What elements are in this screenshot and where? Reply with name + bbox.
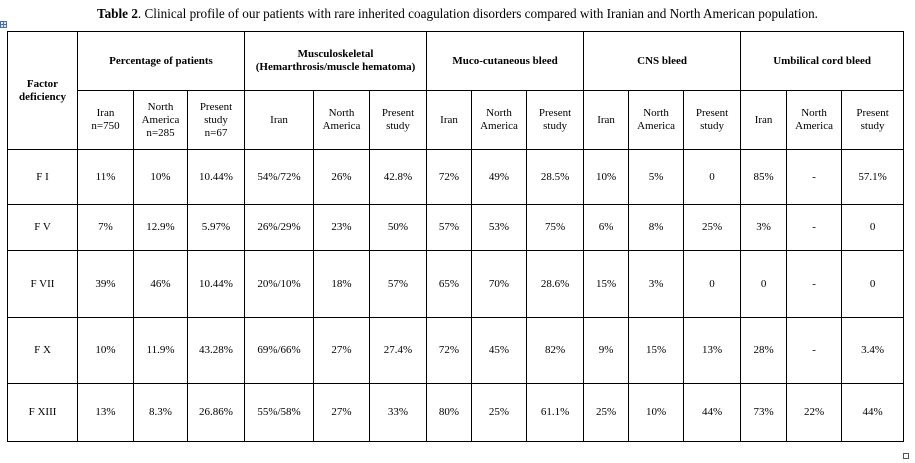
header-line: America: [141, 113, 180, 126]
header-line: Musculoskeletal: [297, 48, 374, 60]
table-cell: 23%: [314, 205, 370, 251]
table-cell: 55%/58%: [245, 384, 314, 442]
table-cell: 25%: [472, 384, 527, 442]
table-cell: 75%: [527, 205, 584, 251]
table-cell: 5%: [629, 150, 684, 205]
table-cell: 70%: [472, 251, 527, 318]
factor-cell: F VII: [8, 251, 78, 318]
table-cell: 3%: [629, 251, 684, 318]
table-cell: 69%/66%: [245, 318, 314, 384]
table-cell: 28%: [741, 318, 787, 384]
umbilical-header: Umbilical cord bleed: [741, 32, 904, 91]
factor-cell: F I: [8, 150, 78, 205]
table-cell: 7%: [78, 205, 134, 251]
table-cell: 8%: [629, 205, 684, 251]
header-line: America: [480, 120, 518, 132]
table-cell: 28.6%: [527, 251, 584, 318]
sub-header-cell: [188, 91, 245, 150]
sub-header-cell: [629, 91, 684, 150]
table-cell: 8.3%: [134, 384, 188, 442]
table-cell: 9%: [584, 318, 629, 384]
table-cell: 53%: [472, 205, 527, 251]
table-cell: 44%: [684, 384, 741, 442]
sub-header-cell: [741, 91, 787, 150]
table-cell: 10.44%: [188, 251, 245, 318]
table-row: [8, 318, 904, 384]
header-line: America: [322, 120, 361, 132]
header-line: North: [801, 107, 827, 119]
table-cell: 27%: [314, 318, 370, 384]
caption-label: Table 2: [97, 6, 138, 21]
table-cell: 57.1%: [842, 150, 904, 205]
table-cell: -: [787, 251, 842, 318]
header-line: Present: [695, 107, 729, 119]
header-line: Present: [381, 107, 415, 119]
header-line: n=750: [91, 120, 120, 132]
header-line: study: [386, 120, 410, 132]
header-line: Present: [199, 100, 233, 113]
header-line: study: [543, 120, 567, 132]
table-cell: 42.8%: [370, 150, 427, 205]
header-line: Iran: [96, 107, 115, 119]
table-cell: 57%: [370, 251, 427, 318]
table-cell: 82%: [527, 318, 584, 384]
factor-header: [8, 32, 78, 150]
sub-header-cell: [134, 91, 188, 150]
factor-cell: F X: [8, 318, 78, 384]
table-cell: 26%: [314, 150, 370, 205]
table-row: [8, 251, 904, 318]
table-cell: 10%: [629, 384, 684, 442]
caption-text: . Clinical profile of our patients with rare inherited coagulation disorders compared with Iranian and North American population.: [137, 6, 818, 21]
header-line: America: [637, 120, 675, 132]
table-cell: 13%: [684, 318, 741, 384]
table-cell: -: [787, 318, 842, 384]
table-cell: 0: [842, 251, 904, 318]
table-cell: 11%: [78, 150, 134, 205]
table-cell: 12.9%: [134, 205, 188, 251]
table-cell: 85%: [741, 150, 787, 205]
table-cell: 15%: [629, 318, 684, 384]
sub-header-cell: [370, 91, 427, 150]
table-cell: 13%: [78, 384, 134, 442]
sub-header-cell: [527, 91, 584, 150]
table-cell: 20%/10%: [245, 251, 314, 318]
sub-header-cell: [584, 91, 629, 150]
table-caption: [0, 6, 915, 22]
sub-header-cell: [78, 91, 134, 150]
header-line: Iran: [754, 113, 773, 126]
muco-cutaneous-header: Muco-cutaneous bleed: [427, 32, 584, 91]
sub-header-cell: [787, 91, 842, 150]
header-line: Factor: [26, 77, 59, 90]
sub-header-row: [8, 91, 904, 150]
table-cell: 39%: [78, 251, 134, 318]
table-cell: 50%: [370, 205, 427, 251]
table-cell: 80%: [427, 384, 472, 442]
table-cell: 10.44%: [188, 150, 245, 205]
table-cell: 28.5%: [527, 150, 584, 205]
table-row: [8, 384, 904, 442]
musculoskeletal-header: [245, 32, 427, 91]
table-cell: 18%: [314, 251, 370, 318]
header-line: North: [643, 107, 669, 119]
table-row: [8, 205, 904, 251]
header-line: North: [486, 107, 512, 119]
table-cell: 27.4%: [370, 318, 427, 384]
cns-header: CNS bleed: [584, 32, 741, 91]
header-line: (Hemarthrosis/muscle hematoma): [255, 61, 416, 73]
header-line: deficiency: [18, 90, 67, 103]
table-cell: 73%: [741, 384, 787, 442]
table-move-handle-icon[interactable]: [0, 21, 7, 28]
header-line: Iran: [597, 113, 615, 126]
coagulation-table: [7, 31, 904, 442]
group-header-row: [8, 32, 904, 91]
table-cell: 49%: [472, 150, 527, 205]
table-cell: 11.9%: [134, 318, 188, 384]
sub-header-cell: [472, 91, 527, 150]
header-line: n=285: [146, 126, 175, 139]
sub-header-cell: [684, 91, 741, 150]
header-line: study: [860, 120, 885, 132]
table-row: [8, 150, 904, 205]
table-cell: 43.28%: [188, 318, 245, 384]
table-cell: 45%: [472, 318, 527, 384]
sub-header-cell: [245, 91, 314, 150]
table-cell: 46%: [134, 251, 188, 318]
header-line: Iran: [270, 113, 288, 126]
header-line: North: [147, 100, 174, 113]
table-cell: 26%/29%: [245, 205, 314, 251]
table-cell: 54%/72%: [245, 150, 314, 205]
percentage-header: Percentage of patients: [78, 32, 245, 91]
table-resize-handle[interactable]: [903, 453, 909, 459]
header-line: n=67: [204, 126, 228, 139]
header-line: America: [795, 120, 833, 132]
table-cell: 3.4%: [842, 318, 904, 384]
header-line: Present: [856, 107, 889, 119]
table-cell: 6%: [584, 205, 629, 251]
table-cell: 10%: [134, 150, 188, 205]
table-cell: 22%: [787, 384, 842, 442]
table-cell: 72%: [427, 318, 472, 384]
table-cell: 10%: [78, 318, 134, 384]
header-line: study: [700, 120, 724, 132]
sub-header-cell: [314, 91, 370, 150]
table-cell: 10%: [584, 150, 629, 205]
table-cell: 72%: [427, 150, 472, 205]
table-cell: 26.86%: [188, 384, 245, 442]
table-cell: 25%: [684, 205, 741, 251]
sub-header-cell: [842, 91, 904, 150]
header-line: study: [204, 113, 228, 126]
header-line: Iran: [440, 113, 458, 126]
table-cell: 33%: [370, 384, 427, 442]
table-cell: 0: [741, 251, 787, 318]
table-cell: 0: [684, 150, 741, 205]
header-line: Present: [538, 107, 572, 119]
table-cell: -: [787, 205, 842, 251]
table-cell: 44%: [842, 384, 904, 442]
factor-cell: F V: [8, 205, 78, 251]
factor-cell: F XIII: [8, 384, 78, 442]
table-cell: 65%: [427, 251, 472, 318]
table-cell: 0: [842, 205, 904, 251]
table-cell: 25%: [584, 384, 629, 442]
table-cell: 15%: [584, 251, 629, 318]
table-cell: 27%: [314, 384, 370, 442]
header-line: North: [328, 107, 355, 119]
table-cell: 0: [684, 251, 741, 318]
table-cell: 61.1%: [527, 384, 584, 442]
table-cell: 57%: [427, 205, 472, 251]
sub-header-cell: [427, 91, 472, 150]
table-cell: 3%: [741, 205, 787, 251]
table-cell: 5.97%: [188, 205, 245, 251]
table-cell: -: [787, 150, 842, 205]
